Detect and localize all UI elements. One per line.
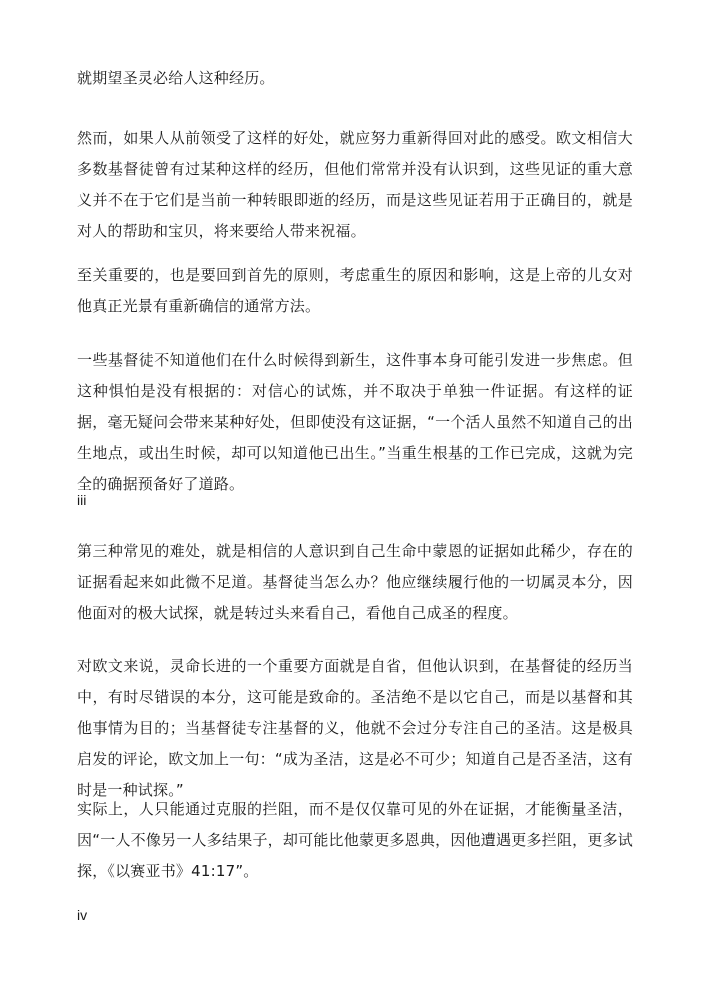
paragraph-experience: 然而，如果人从前领受了这样的好处，就应努力重新得回对此的感受。欧文相信大多数基督徒曾有过某种这样的经历，但他们常常并没有认识到，这些见证的重大意义并不在于它们是当前一种转眼即逝的经历，而是这些见证若用于正确目的，就是对人的帮助和宝贝，将来要给人带来祝福。 bbox=[77, 129, 633, 240]
paragraph-self-examination: 对欧文来说，灵命长进的一个重要方面就是自省，但他认识到，在基督徒的经历当中，有时尽错误的本分，这可能是致命的。圣洁绝不是以它自己，而是以基督和其他事情为目的；当基督徒专注基督的义，他就不会过分专注自己的圣洁。这是极具启发的评论，欧文加上一句：“成为圣洁，这是必不可少；知道自己是否圣洁，这有时是一种试探。” bbox=[77, 657, 633, 799]
paragraph-first-principles: 至关重要的，也是要回到首先的原则，考虑重生的原因和影响，这是上帝的儿女对他真正光景有重新确信的通常方法。 bbox=[77, 266, 633, 315]
paragraph-third-difficulty: 第三种常见的难处，就是相信的人意识到自己生命中蒙恩的证据如此稀少，存在的证据看起来如此微不足道。基督徒当怎么办？他应继续履行他的一切属灵本分，因他面对的极大试探，就是转过头来看自己，看他自己成圣的程度。 bbox=[77, 542, 633, 622]
section-marker-iii: iii bbox=[77, 492, 87, 508]
section-marker-iv: iv bbox=[77, 907, 88, 923]
paragraph-continuation: 就期望圣灵必给人这种经历。 bbox=[77, 69, 275, 87]
paragraph-obstacles: 实际上，人只能通过克服的拦阻，而不是仅仅靠可见的外在证据，才能衡量圣洁，因“一人不像另一人多结果子，却可能比他蒙更多恩典，因他遭遇更多拦阻，更多试探，《以赛亚书》41:17”。 bbox=[77, 800, 633, 880]
paragraph-new-birth: 一些基督徒不知道他们在什么时候得到新生，这件事本身可能引发进一步焦虑。但这种惧怕是没有根据的：对信心的试炼，并不取决于单独一件证据。有这样的证据，毫无疑问会带来某种好处，但即使没有这证据，“一个活人虽然不知道自己的出生地点，或出生时候，却可以知道他已出生。”当重生根基的工作已完成，这就为完全的确据预备好了道路。 bbox=[77, 351, 633, 493]
